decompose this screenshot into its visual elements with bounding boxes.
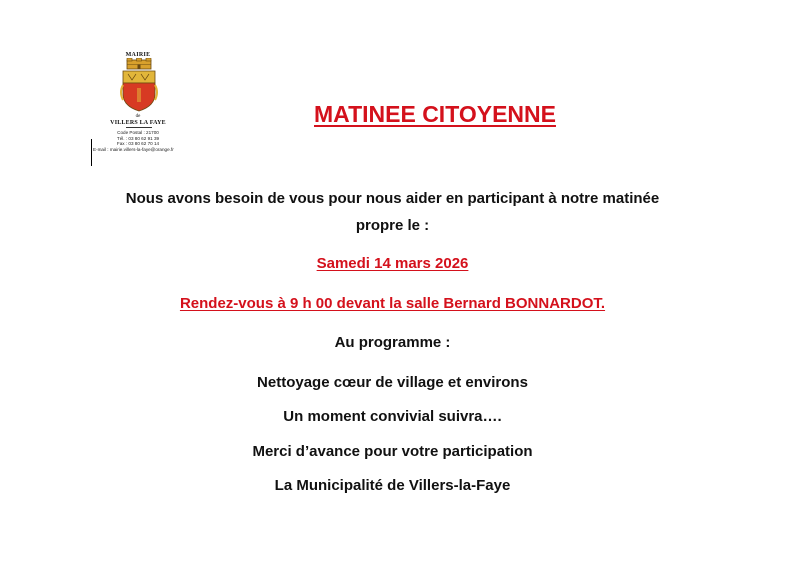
thanks-line: Merci d’avance pour votre participation <box>252 443 533 460</box>
event-date <box>0 252 785 276</box>
meeting-point <box>0 292 785 316</box>
intro-line-2: propre le : <box>355 217 430 234</box>
letterhead-postal-code: Code Postal : 21700 <box>117 130 159 135</box>
letterhead-de: de <box>135 114 141 119</box>
intro-line-1: Nous avons besoin de vous pour nous aider en participant à notre matinée <box>125 190 660 207</box>
letterhead-divider <box>126 127 152 128</box>
signature: La Municipalité de Villers-la-Faye <box>274 477 511 494</box>
programme-item-cleaning: Nettoyage cœur de village et environs <box>257 374 528 391</box>
event-date-text: Samedi 14 mars 2026 <box>316 255 469 272</box>
programme-label: Au programme : <box>334 334 451 351</box>
letterhead <box>92 52 184 162</box>
letterhead-email: E-mail : mairie.villers-la-faye@orange.fr <box>93 146 174 152</box>
letterhead-mairie: MAIRIE <box>125 52 151 58</box>
meeting-point-text: Rendez-vous à 9 h 00 devant la salle Bernard BONNARDOT. <box>179 295 606 312</box>
coat-of-arms-icon <box>119 58 159 112</box>
programme-item-convivial: Un moment convivial suivra…. <box>283 408 502 425</box>
margin-line <box>91 139 92 166</box>
page-title: MATINEE CITOYENNE <box>314 101 556 127</box>
letterhead-contact-details <box>92 130 184 152</box>
letterhead-village-name: VILLERS LA FAYE <box>110 120 166 126</box>
letterhead-fax: Fax : 03 80 62 70 14 <box>116 141 160 147</box>
letterhead-phone: Tél. : 03 80 62 91 39 <box>116 135 160 141</box>
